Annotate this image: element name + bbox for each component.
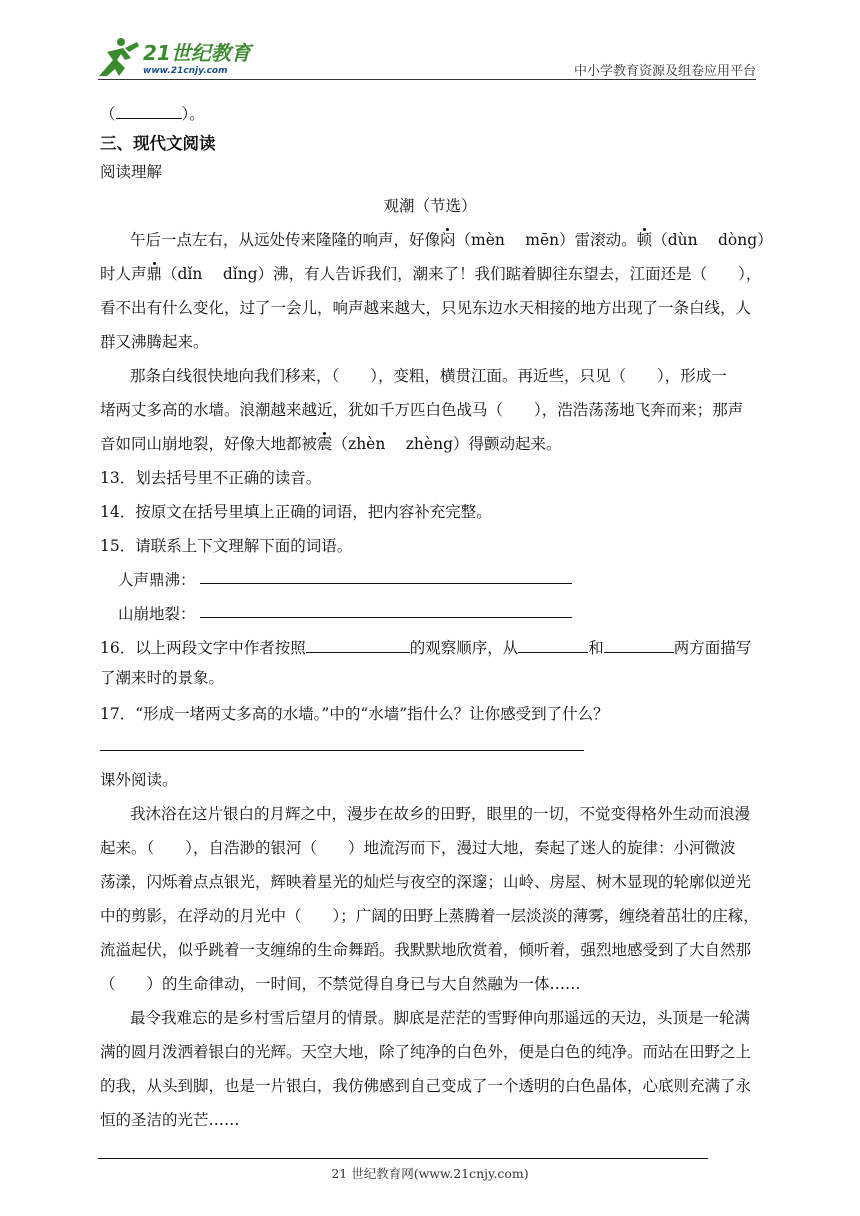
header-divider: [98, 79, 756, 80]
answer-blank[interactable]: [604, 638, 674, 653]
svg-text:21世纪教育: 21世纪教育: [143, 41, 251, 65]
q15-item-a: 人声鼎沸：: [118, 571, 196, 589]
prev-question-tail: （ ）。: [100, 105, 205, 123]
question-16: 16．以上两段文字中作者按照 的观察顺序，从 和 两方面描写: [100, 639, 752, 657]
passage-line: 音如同山崩地裂，好像大地都被震（zhèn zhèng）得颤动起来。: [100, 435, 562, 453]
answer-blank[interactable]: [116, 104, 182, 119]
runner-icon: [99, 38, 139, 76]
footer-link[interactable]: 21 世纪教育网(www.21cnjy.com): [331, 1166, 529, 1181]
site-logo: [95, 36, 265, 78]
passage-line: 堵两丈多高的水墙。浪潮越来越近，犹如千万匹白色战马（ ），浩浩荡荡地飞奔而来；那声: [100, 401, 744, 419]
answer-line[interactable]: [100, 750, 584, 751]
passage-line: 荡漾，闪烁着点点银光，辉映着星光的灿烂与夜空的深邃；山岭、房屋、树木显现的轮廓似逆光: [100, 873, 752, 891]
passage-line: 那条白线很快地向我们移来，（ ），变粗，横贯江面。再近些，只见（ ），形成一: [130, 367, 727, 385]
question-15: 15．请联系上下文理解下面的词语。: [100, 537, 353, 555]
reading-label: 阅读理解: [100, 163, 163, 181]
passage-line: 流溢起伏，似乎跳着一支缠绵的生命舞蹈。我默默地欣赏着，倾听着，强烈地感受到了大自然那: [100, 941, 752, 959]
svg-text:www.21cnjy.com: www.21cnjy.com: [143, 66, 228, 76]
passage-line: 起来。（ ），自浩渺的银河（ ）地流泻而下，漫过大地，奏起了迷人的旋律：小河微波: [100, 839, 736, 857]
question-17: 17．“形成一堵两丈多高的水墙。”中的“水墙”指什么？让你感受到了什么？: [100, 705, 609, 723]
q15-item-b: 山崩地裂：: [118, 605, 196, 623]
answer-line[interactable]: [200, 583, 572, 584]
question-13: 13．划去括号里不正确的读音。: [100, 469, 322, 487]
answer-line[interactable]: [200, 617, 572, 618]
passage-line: 的我，从头到脚，也是一片银白，我仿佛感到自己变成了一个透明的白色晶体，心底则充满了永: [100, 1077, 752, 1095]
passage-line: 满的圆月泼洒着银白的光辉。天空大地，除了纯净的白色外，便是白色的纯净。而站在田野之上: [100, 1043, 752, 1061]
question-14: 14．按原文在括号里填上正确的词语，把内容补充完整。: [100, 503, 492, 521]
passage-line: 群又沸腾起来。: [100, 333, 209, 351]
answer-blank[interactable]: [518, 638, 588, 653]
platform-text: 中小学教育资源及组卷应用平台: [573, 64, 756, 79]
extra-reading-label: 课外阅读。: [100, 771, 178, 789]
passage-title: 观潮（节选）: [383, 197, 477, 215]
passage-line: 我沐浴在这片银白的月辉之中，漫步在故乡的田野，眼里的一切，不觉变得格外生动而浪漫: [130, 805, 751, 823]
passage-line: 看不出有什么变化，过了一会儿，响声越来越大，只见东边水天相接的地方出现了一条白线，人: [100, 299, 752, 317]
passage-line: 中的剪影，在浮动的月光中（ ）；广阔的田野上蒸腾着一层淡淡的薄雾，缠绕着茁壮的庄稼，: [100, 907, 759, 925]
answer-blank[interactable]: [306, 638, 410, 653]
footer-divider: [98, 1158, 708, 1159]
passage-line: 最令我难忘的是乡村雪后望月的情景。脚底是茫茫的雪野伸向那遥远的天边，头顶是一轮满: [130, 1009, 751, 1027]
passage-line: 恒的圣洁的光芒……: [100, 1111, 240, 1129]
section-title: 三、现代文阅读: [100, 134, 216, 153]
passage-line: （ ）的生命律动，一时间，不禁觉得自身已与大自然融为一体……: [100, 975, 581, 993]
passage-line: 时人声鼎（dǐn dǐng）沸，有人告诉我们，潮来了！我们踮着脚往东望去，江面还是（ ），: [100, 265, 762, 283]
passage-line: 午后一点左右，从远处传来隆隆的响声，好像闷（mèn mēn）雷滚动。顿（dùn dòng）: [130, 231, 773, 249]
question-16-cont: 了潮来时的景象。: [100, 669, 225, 687]
